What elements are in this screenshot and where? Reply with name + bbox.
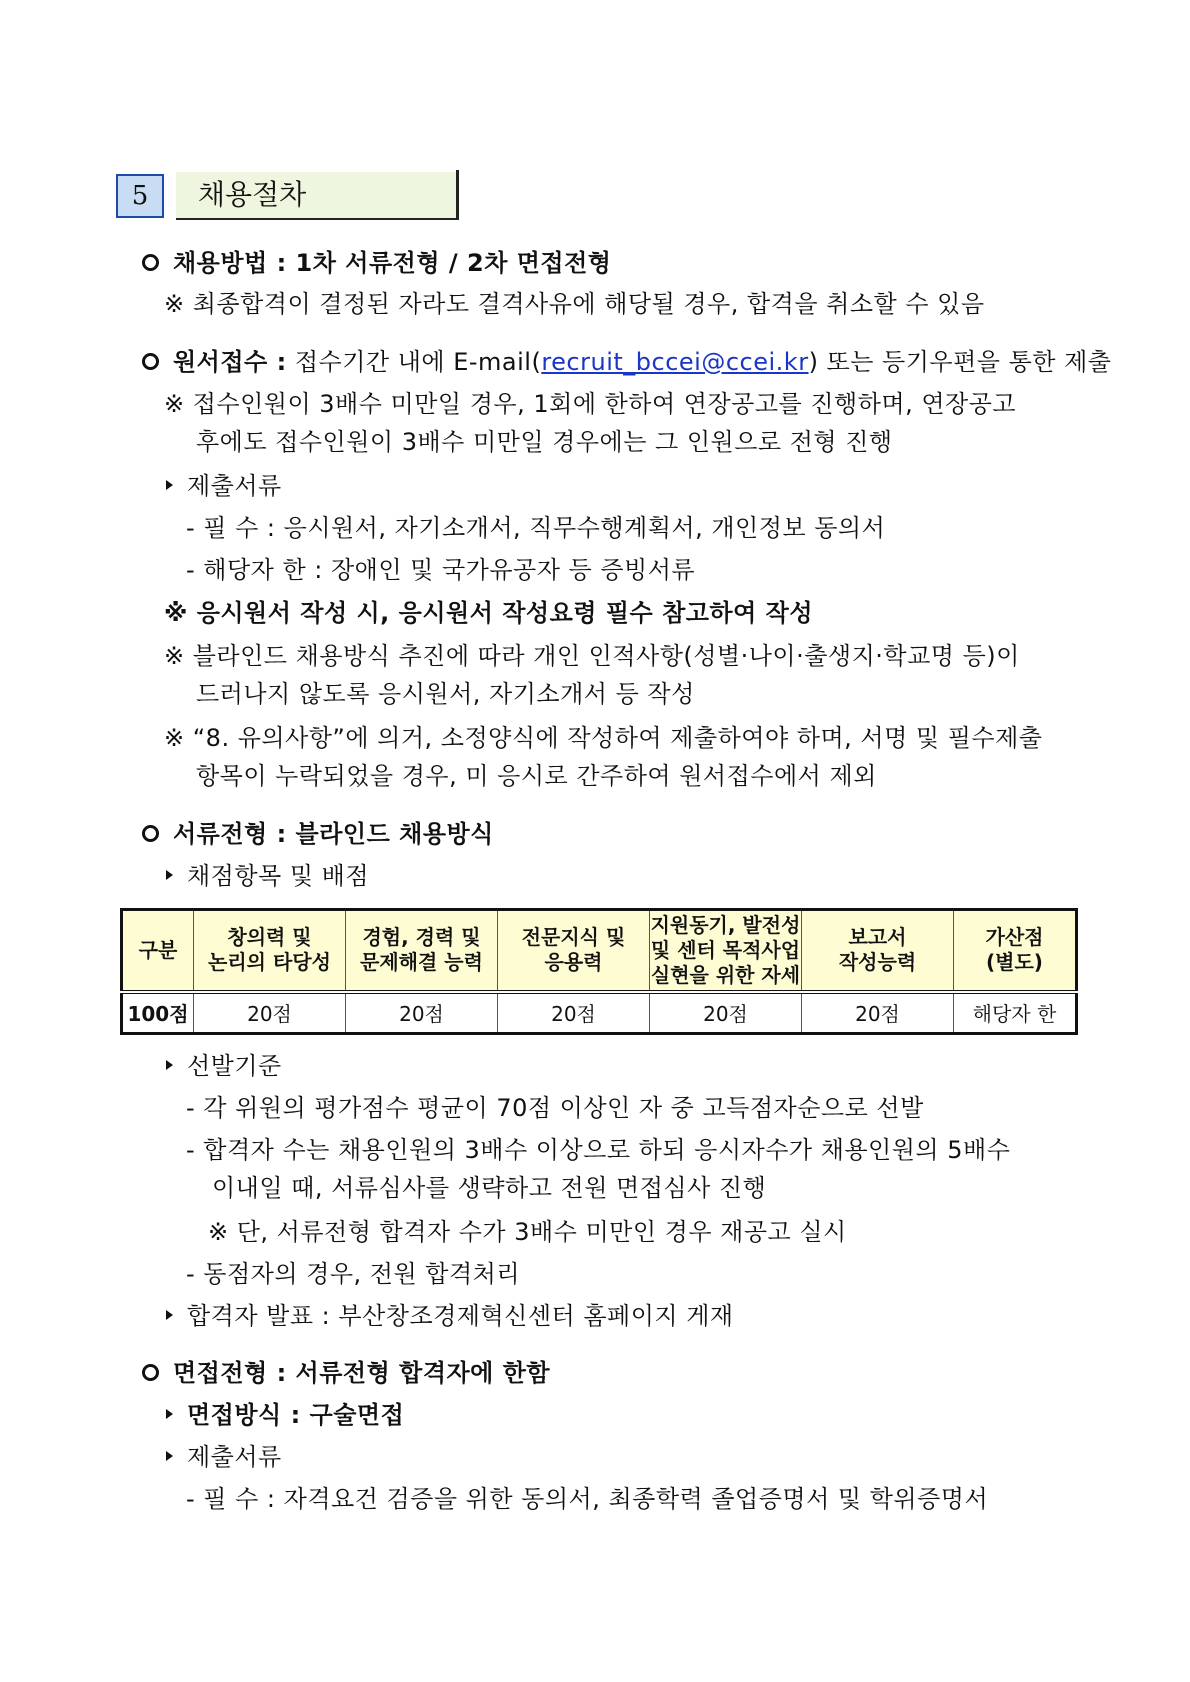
application-heading — [142, 347, 1111, 377]
interview-docs-label: 제출서류 — [187, 1443, 282, 1471]
table-cell: 20점 — [346, 992, 498, 1034]
table-cell: 해당자 한 — [954, 992, 1077, 1034]
table-header-report: 보고서 작성능력 — [802, 910, 954, 992]
triangle-bullet-icon — [166, 870, 173, 880]
section-title-underline — [176, 218, 459, 220]
screening-label: 서류전형 : 블라인드 채용방식 — [173, 820, 494, 848]
section-number: 5 — [116, 174, 164, 218]
circle-bullet-icon — [142, 353, 159, 370]
docs-applicable: - 해당자 한 : 장애인 및 국가유공자 등 증빙서류 — [186, 556, 696, 584]
announce-text: 합격자 발표 : 부산창조경제혁신센터 홈페이지 게재 — [187, 1302, 734, 1330]
triangle-bullet-icon — [166, 1310, 173, 1320]
application-note1-line1: ※ 접수인원이 3배수 미만일 경우, 1회에 한하여 연장공고를 진행하며, 연장공고 — [164, 390, 1017, 418]
criteria-2-line2: 이내일 때, 서류심사를 생략하고 전원 면접심사 진행 — [212, 1174, 767, 1202]
application-note4-line2: 항목이 누락되었을 경우, 미 응시로 간주하여 원서접수에서 제외 — [196, 762, 877, 790]
table-cell-total: 100점 — [122, 992, 194, 1034]
scoring-label: 채점항목 및 배점 — [187, 862, 370, 890]
table-header-category: 구분 — [122, 910, 194, 992]
table-row — [122, 992, 1077, 1034]
interview-method: 면접방식 : 구술면접 — [187, 1401, 405, 1429]
method-heading — [142, 248, 611, 278]
triangle-bullet-icon — [166, 1409, 173, 1419]
application-note2: ※ 응시원서 작성 시, 응시원서 작성요령 필수 참고하여 작성 — [164, 599, 814, 627]
application-note4-line1: ※ “8. 유의사항”에 의거, 소정양식에 작성하여 제출하여야 하며, 서명 및 필수제출 — [164, 724, 1043, 752]
application-label: 원서접수 : — [173, 348, 287, 376]
docs-heading — [166, 471, 282, 501]
table-header-expertise: 전문지식 및 응용력 — [498, 910, 650, 992]
docs-required: - 필 수 : 응시원서, 자기소개서, 직무수행계획서, 개인정보 동의서 — [186, 514, 886, 542]
application-note3-line1: ※ 블라인드 채용방식 추진에 따라 개인 인적사항(성별·나이·출생지·학교명 등)이 — [164, 642, 1020, 670]
scoring-heading — [166, 861, 369, 891]
table-header-bonus: 가산점 (별도) — [954, 910, 1077, 992]
interview-docs-heading — [166, 1442, 282, 1472]
circle-bullet-icon — [142, 1364, 159, 1381]
method-label: 채용방법 : 1차 서류전형 / 2차 면접전형 — [173, 249, 612, 277]
criteria-3: - 동점자의 경우, 전원 합격처리 — [186, 1260, 521, 1288]
criteria-2-line1: - 합격자 수는 채용인원의 3배수 이상으로 하되 응시자수가 채용인원의 5배수 — [186, 1136, 1011, 1164]
table-header-experience: 경험, 경력 및 문제해결 능력 — [346, 910, 498, 992]
application-text-before: 접수기간 내에 E-mail( — [294, 348, 542, 376]
section-title-border — [456, 170, 459, 220]
circle-bullet-icon — [142, 825, 159, 842]
table-header-motivation: 지원동기, 발전성 및 센터 목적사업 실현을 위한 자세 — [650, 910, 802, 992]
triangle-bullet-icon — [166, 1451, 173, 1461]
application-text-after: ) 또는 등기우편을 통한 제출 — [808, 348, 1112, 376]
section-title: 채용절차 — [176, 172, 456, 218]
table-cell: 20점 — [802, 992, 954, 1034]
scoring-table — [120, 908, 1078, 1035]
criteria-label: 선발기준 — [187, 1052, 282, 1080]
screening-heading — [142, 819, 494, 849]
scoring-table-header-row — [122, 910, 1077, 992]
criteria-2-note: ※ 단, 서류전형 합격자 수가 3배수 미만인 경우 재공고 실시 — [208, 1218, 847, 1246]
application-note3-line2: 드러나지 않도록 응시원서, 자기소개서 등 작성 — [196, 680, 695, 708]
table-cell: 20점 — [194, 992, 346, 1034]
criteria-1: - 각 위원의 평가점수 평균이 70점 이상인 자 중 고득점자순으로 선발 — [186, 1094, 924, 1122]
method-note: ※ 최종합격이 결정된 자라도 결격사유에 해당될 경우, 합격을 취소할 수 있음 — [164, 290, 985, 318]
docs-label: 제출서류 — [187, 472, 282, 500]
interview-label: 면접전형 : 서류전형 합격자에 한함 — [173, 1359, 551, 1387]
table-cell: 20점 — [498, 992, 650, 1034]
interview-heading — [142, 1358, 550, 1388]
criteria-heading — [166, 1051, 282, 1081]
circle-bullet-icon — [142, 254, 159, 271]
table-cell: 20점 — [650, 992, 802, 1034]
triangle-bullet-icon — [166, 1060, 173, 1070]
announce-item — [166, 1301, 734, 1331]
table-header-creativity: 창의력 및 논리의 타당성 — [194, 910, 346, 992]
interview-method-item — [166, 1400, 404, 1430]
application-note1-line2: 후에도 접수인원이 3배수 미만일 경우에는 그 인원으로 전형 진행 — [196, 428, 893, 456]
email-link[interactable]: recruit_bccei@ccei.kr — [541, 348, 809, 376]
triangle-bullet-icon — [166, 480, 173, 490]
interview-docs-required: - 필 수 : 자격요건 검증을 위한 동의서, 최종학력 졸업증명서 및 학위증명서 — [186, 1485, 989, 1513]
